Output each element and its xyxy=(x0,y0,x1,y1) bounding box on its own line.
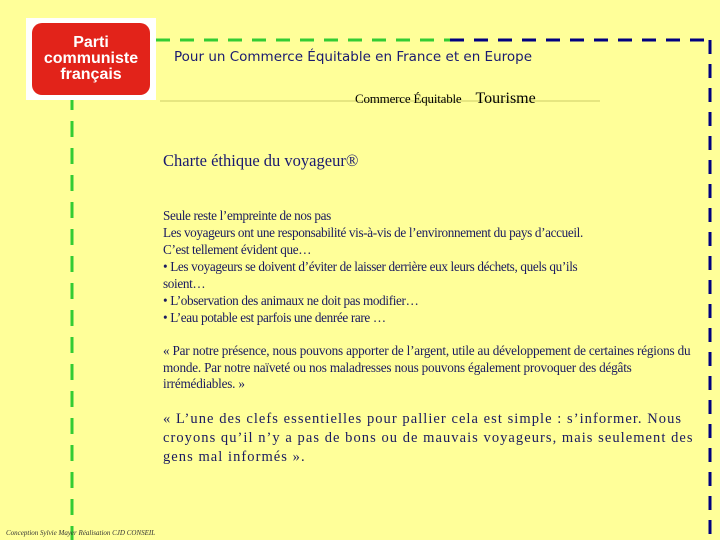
charter-line: Seule reste l’empreinte de nos pas xyxy=(163,208,331,223)
quote-paragraph-2: « L’une des clefs essentielles pour pallier cela est simple : s’informer. Nous croyons qu’il n’y a pas de bons ou de mauvais voyageurs, mais seulement des gens mal informés ». xyxy=(163,411,694,465)
charter-line: C’est tellement évident que… xyxy=(163,242,312,257)
nav-link-tourisme[interactable]: Tourisme xyxy=(475,90,536,107)
footer-credit: Conception Sylvie Mayer Réalisation CJD CONSEIL xyxy=(6,529,156,537)
logo xyxy=(26,18,156,100)
logo-line-1: Parti xyxy=(73,34,109,51)
nav-link-commerce-equitable[interactable]: Commerce Équitable xyxy=(355,91,462,106)
quote-paragraph-1: « Par notre présence, nous pouvons apporter de l’argent, utile au développement de certaines régions du monde. Par notre naïveté ou nos maladresses nous pouvons également provoquer des dégâts irrémédiables. » xyxy=(163,343,691,391)
logo-badge xyxy=(32,23,150,95)
charter-line: • L’observation des animaux ne doit pas modifier… xyxy=(163,293,419,308)
charter-line: Les voyageurs ont une responsabilité vis-à-vis de l’environnement du pays d’accueil. xyxy=(163,225,583,240)
charter-line: • L’eau potable est parfois une denrée rare … xyxy=(163,310,386,325)
nav-links xyxy=(355,90,536,108)
charter-line: soient… xyxy=(163,276,206,291)
charter-list xyxy=(163,207,693,326)
logo-line-3: français xyxy=(60,66,122,83)
header-title: Pour un Commerce Équitable en France et en Europe xyxy=(174,49,533,65)
logo-line-2: communiste xyxy=(43,50,139,67)
charter-line: • Les voyageurs se doivent d’éviter de laisser derrière eux leurs déchets, quels qu’ils xyxy=(163,259,578,274)
page-title: Charte éthique du voyageur® xyxy=(163,151,359,170)
